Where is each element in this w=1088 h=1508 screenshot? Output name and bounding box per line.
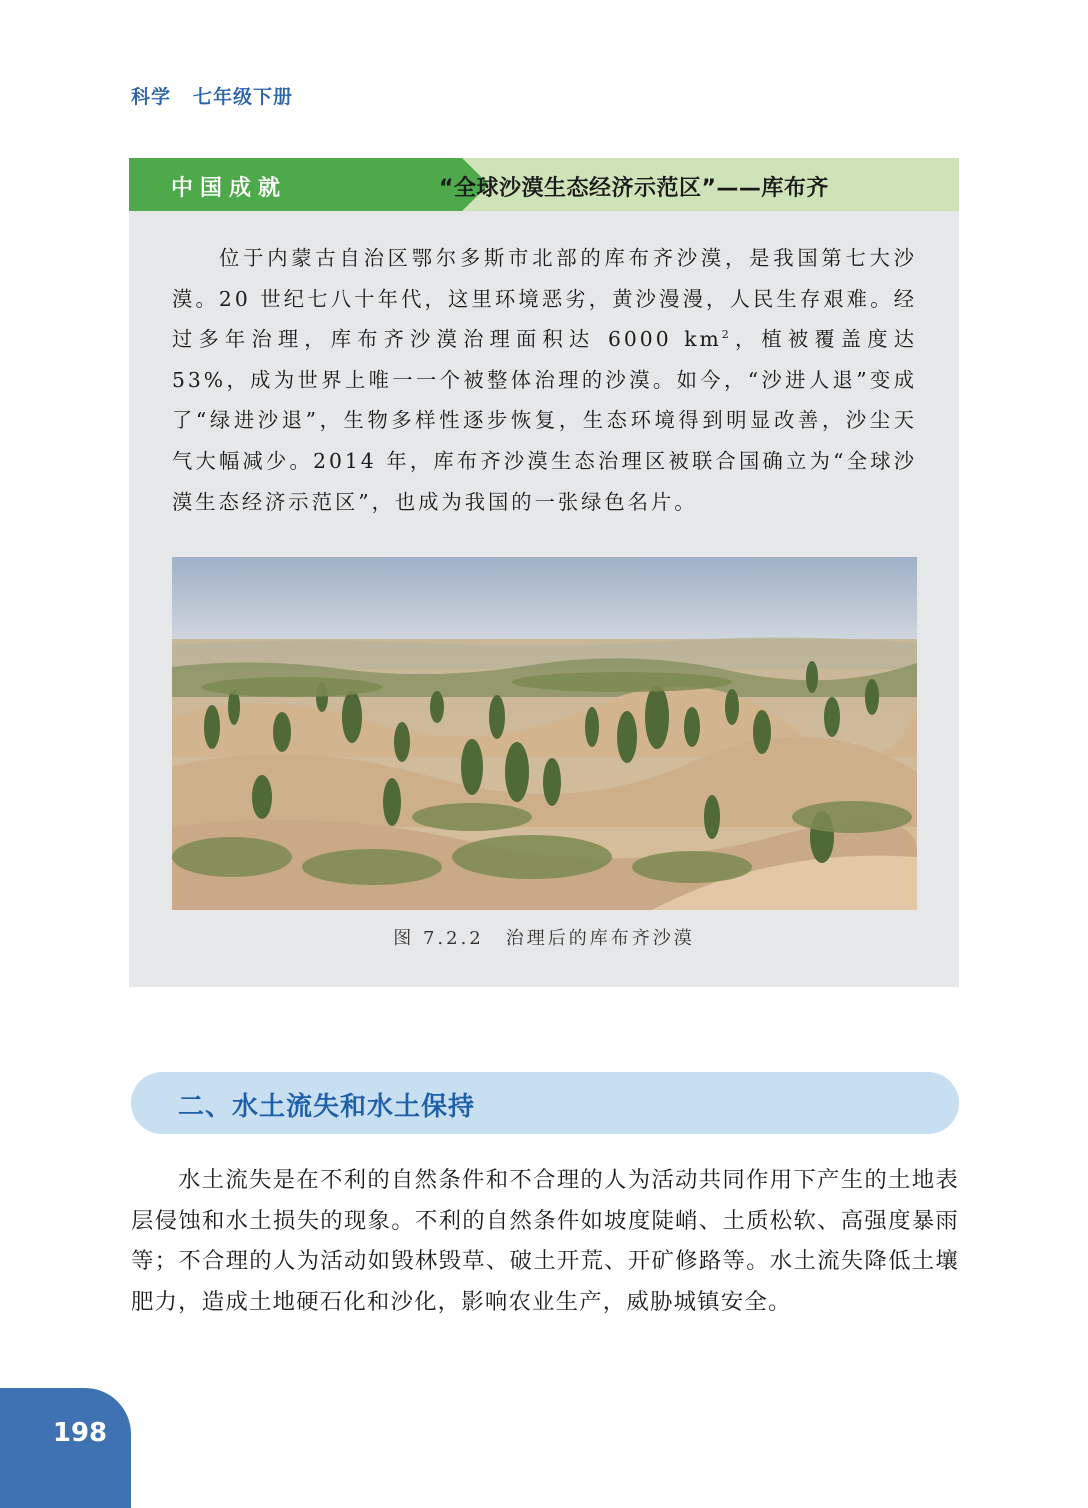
section-heading (131, 1072, 959, 1134)
running-head (131, 82, 293, 109)
figure-caption (129, 924, 959, 950)
feature-tab-label: 中国成就 (171, 176, 288, 201)
section-heading-text: 二、水土流失和水土保持 (178, 1092, 476, 1122)
feature-body-text: 位于内蒙古自治区鄂尔多斯市北部的库布齐沙漠，是我国第七大沙漠。20 世纪七八十年代，这里环境恶劣，黄沙漫漫，人民生存艰难。经过多年治理，库布齐沙漠治理面积达 6000 $km^2$，植被覆盖度达 53%，成为世界上唯一一个被整体治理的沙漠。如今，“沙进人退”变成了“绿进沙退”，生物多样性逐步恢复，生态环境得到明显改善，沙尘天气大幅减少。2014 年，库布齐沙漠生态治理区被联合国确立为“全球沙漠生态经济示范区”，也成为我国的一张绿色名片。 (172, 246, 917, 514)
page-number-tab (0, 1388, 131, 1508)
feature-header (129, 158, 959, 211)
volume-label: 七年级下册 (193, 86, 294, 108)
desert-landscape-photo (172, 557, 917, 910)
china-achievement-box (129, 158, 959, 987)
subject-label: 科学 (131, 86, 172, 108)
section-paragraph: 水土流失是在不利的自然条件和不合理的人为活动共同作用下产生的土地表层侵蚀和水土损失的现象。不利的自然条件如坡度陡峭、土质松软、高强度暴雨等；不合理的人为活动如毁林毁草、破土开荒、开矿修路等。水土流失降低土壤肥力，造成土地硬石化和沙化，影响农业生产，威胁城镇安全。 (131, 1167, 959, 1315)
figure-number: 图 7.2.2 (393, 928, 484, 949)
figure-caption-text: 治理后的库布齐沙漠 (505, 928, 695, 949)
feature-title: “全球沙漠生态经济示范区”——库布齐 (439, 176, 829, 201)
page-number: 198 (52, 1418, 108, 1448)
